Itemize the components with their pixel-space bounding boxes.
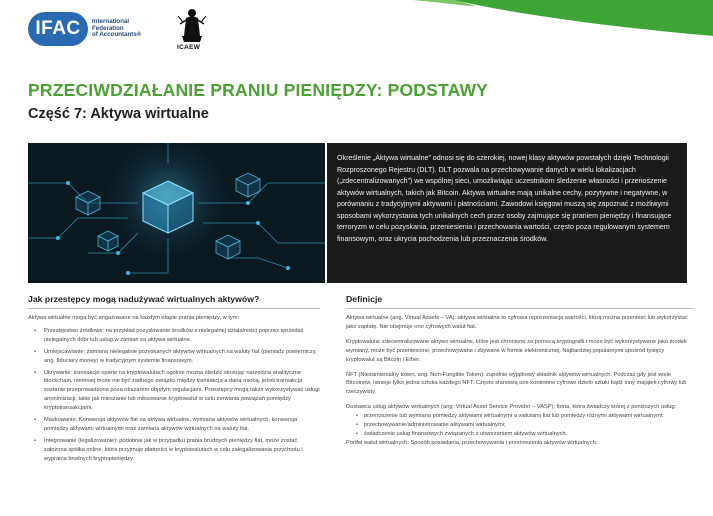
icaew-logo-label: ICAEW [177, 44, 201, 51]
green-swoosh-decoration [413, 0, 713, 38]
definition-nft: NFT (Niezamienialny token, ang. Non-Fungible Token): zupełnie wyjątkowy składnik aktywów wirtualnych. Podczas gdy jest wiele Bitcoinów, istnieje tylko jedna sztuka każdego NFT. Często stanowią one konkretne cyfrowe dzieło sztuki bądź inny majątek cyfrowy lub rzeczywisty. [346, 371, 687, 396]
definition-wallet: Portfel walut wirtualnych: Sposób posiadania, przechowywania i przenoszenia aktywów wirtualnych. [346, 439, 598, 446]
list-item: • Ukrywanie: transakcje oparte na kryptowalutach ogólnie można śledzić stosując narzędzia analityczne blockchain, niemniej może nie być żadnego związku między transakcją a daną osobą, jeżeli transakcja zostanie przeprowadzona poza obszarem objętym regulacjami. Przestępcy mogą także wykorzystywać usługi anonimizacji, takie jak mieszanie lub miksowanie kryptowalut w celu zerwania powiązań pomiędzy kryptotransakcjami. [34, 369, 320, 414]
definitions-section [346, 294, 694, 448]
misuse-heading: Jak przestępcy mogą nadużywać wirtualnych aktywów? [28, 294, 320, 309]
ifac-logo [28, 12, 141, 46]
misuse-lead: Aktywa wirtualne mogą być angażowane na każdym etapie prania pieniędzy, w tym: [28, 315, 240, 321]
definition-vasp: Dostawca usług aktywów wirtualnych (ang. Virtual Asset Service Provider – VASP): firma, która świadczy której z poniższych usług: [346, 404, 677, 411]
page-subtitle: Część 7: Aktywa wirtualne [28, 106, 209, 122]
misuse-section [28, 294, 320, 467]
list-item: • Maskowanie: Konwersja aktywów fiat na aktywa wirtualne, wymiana aktywów wirtualnych, konwersja pomiędzy aktywami wirtualnymi oraz zamiana aktywów wirtualnych na waluty fiat. [34, 416, 320, 434]
misuse-list [28, 327, 320, 464]
list-item: • Integrowanie (legalizowanie): podobnie jak w przypadku prania brudnych pieniędzy fiat, może zostać założona spółka online, która przyjmuje płatności w kryptowalutach w celu zalegalizowania przychodu i wyprania brudnych kryptopieniędzy. [34, 437, 320, 464]
page-title: PRZECIWDZIAŁANIE PRANIU PIENIĘDZY: PODSTAWY [28, 80, 489, 100]
ifac-logo-badge: IFAC [28, 12, 88, 46]
list-item: • przenoszenie lub wymiana pomiędzy aktywami wirtualnymi a walutami fiat lub pomiędzy różnymi aktywami wirtualnymi; [356, 412, 694, 421]
intro-panel [327, 143, 687, 283]
list-item: • Umiejscawianie: zamiana nielegalnie pozyskanych aktywów wirtualnych na waluty fiat (pieniądz powierniczy, ang. fiduciary money) w tradycyjnym systemie finansowym. [34, 348, 320, 366]
ifac-logo-text: International Federation of Accountants® [92, 17, 142, 39]
hero-network-image [28, 143, 325, 283]
intro-text: Określenie „Aktywa wirtualne” odnosi się do szerokiej, nowej klasy aktywów powstałych dzięki Technologii Rozproszonego Rejestru (DLT). DLT pozwala na przechowywanie danych w wielu lokalizacjach („zdecentralizowanych”) we wspólnej sieci, umożliwiając uczestnikom śledzenie własności i przenoszenie aktywów wirtualnych, takich jak Bitcoin. Aktywa wirtualne mają unikalne cechy, pozytywne i negatywne, w porównaniu z tradycyjnymi aktywami i płatnościami. Zawodowi księgowi muszą się zapoznać z możliwymi sposobami wykorzystania tych unikalnych cech przez osoby zajmujące się praniem pieniędzy i finansujące terroryzm w celu pozyskania, przeniesienia i przechowania wartości, często poza regulowanym systemem finansowym, oraz ukrycia pochodzenia lub przeznaczenia środków. [337, 154, 672, 243]
list-item: • świadczenie usług finansowych związanych z utworzeniem aktywów wirtualnych. [356, 430, 694, 439]
definitions-heading: Definicje [346, 294, 694, 309]
list-item: • Przestępstwo źródłowe: na przykład pozyskiwanie środków z nielegalnej działalności poprzez sprzedaż nielegalnych dóbr lub usług w zamian za aktywa wirtualne. [34, 327, 320, 345]
vasp-list [346, 412, 694, 439]
definition-virtual-assets: Aktywa wirtualne (ang. Virtual Assets – VA): aktywa wirtualne to cyfrowa reprezentacja wartości, którą można przenieść lub wykorzystać jako zapłatę. Nie obejmuje ono cyfrowych walut fiat. [346, 315, 688, 330]
list-item: • przechowywanie/administrowanie aktywami wirtualnymi; [356, 421, 694, 430]
definition-cryptocurrency: Kryptowaluta: zdecentralizowane aktywo wirtualne, które jest chronione za pomocą kryptografii i może być wykorzystywane jako środek wymiany, może być przeniesione, przechowywane i zbywane w formie elektronicznej. Najbardziej popularnymi sposród tysięcy kryptowalut są Bitcoin i Ether. [346, 338, 687, 363]
